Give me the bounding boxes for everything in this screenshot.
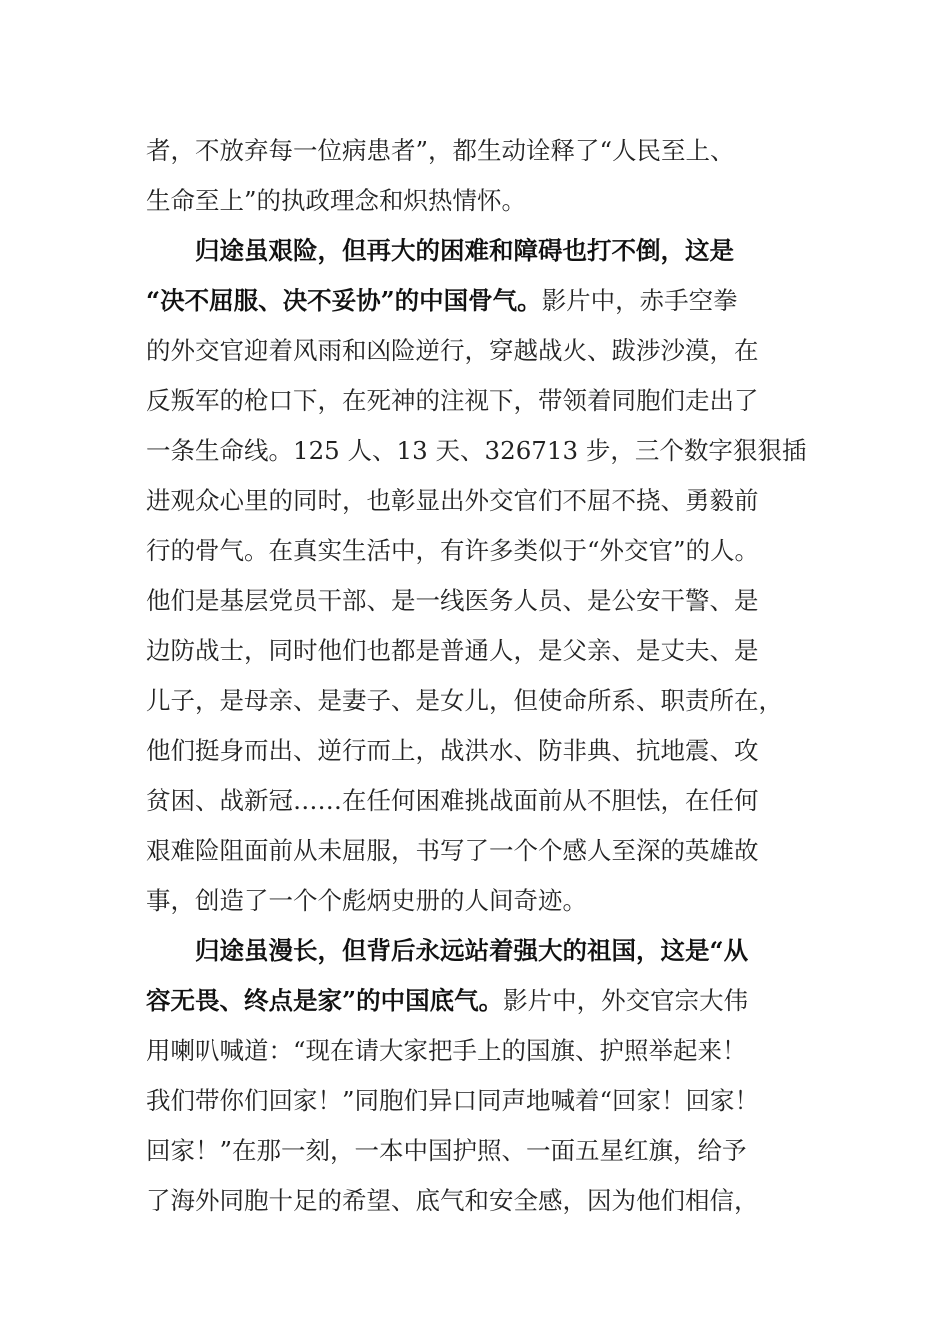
text-line: 进观众心里的同时，也彰显出外交官们不屈不挠、勇毅前 — [146, 486, 759, 515]
text-line: 我们带你们回家！”同胞们异口同声地喊着“回家！回家！ — [146, 1086, 760, 1115]
text-line: 行的骨气。在真实生活中，有许多类似于“外交官”的人。 — [146, 536, 760, 565]
text-line: 的外交官迎着风雨和凶险逆行，穿越战火、跋涉沙漠，在 — [146, 336, 759, 365]
paragraph-heading-text: 容无畏、终点是家”的中国底气。 — [146, 986, 504, 1015]
text-line: 者，不放弃每一位病患者”，都生动诠释了“人民至上、 — [146, 136, 735, 165]
text-line: 艰难险阻面前从未屈服，书写了一个个感人至深的英雄故 — [146, 836, 759, 865]
text-line: 回家！”在那一刻，一本中国护照、一面五星红旗，给予 — [146, 1136, 747, 1165]
text-line: 用喇叭喊道：“现在请大家把手上的国旗、护照举起来！ — [146, 1036, 747, 1065]
text-line: 一条生命线。125 人、13 天、326713 步，三个数字狠狠插 — [146, 436, 807, 465]
text-line: 事，创造了一个个彪炳史册的人间奇迹。 — [146, 886, 587, 915]
text-line: 边防战士，同时他们也都是普通人，是父亲、是丈夫、是 — [146, 636, 759, 665]
text-line: 他们挺身而出、逆行而上，战洪水、防非典、抗地震、攻 — [146, 736, 759, 765]
paragraph-heading-line: 归途虽漫长，但背后永远站着强大的祖国，这是“从 — [195, 936, 749, 965]
text-line: 反叛军的枪口下，在死神的注视下，带领着同胞们走出了 — [146, 386, 759, 415]
text-line: 生命至上”的执政理念和炽热情怀。 — [146, 186, 527, 215]
text-line: 他们是基层党员干部、是一线医务人员、是公安干警、是 — [146, 586, 759, 615]
paragraph-text: 影片中，赤手空拳 — [541, 286, 738, 315]
paragraph-heading-text: “决不屈服、决不妥协”的中国骨气。 — [146, 286, 542, 315]
paragraph-heading-line: 归途虽艰险，但再大的困难和障碍也打不倒，这是 — [195, 236, 734, 265]
text-line: 儿子，是母亲、是妻子、是女儿，但使命所系、职责所在， — [146, 686, 783, 715]
paragraph-text: 影片中，外交官宗大伟 — [503, 986, 749, 1015]
text-line — [146, 976, 811, 1026]
text-line: 贫困、战新冠……在任何困难挑战面前从不胆怯，在任何 — [146, 786, 759, 815]
text-line: 了海外同胞十足的希望、底气和安全感，因为他们相信， — [146, 1186, 759, 1215]
article-body — [146, 126, 811, 1226]
text-line — [146, 276, 811, 326]
